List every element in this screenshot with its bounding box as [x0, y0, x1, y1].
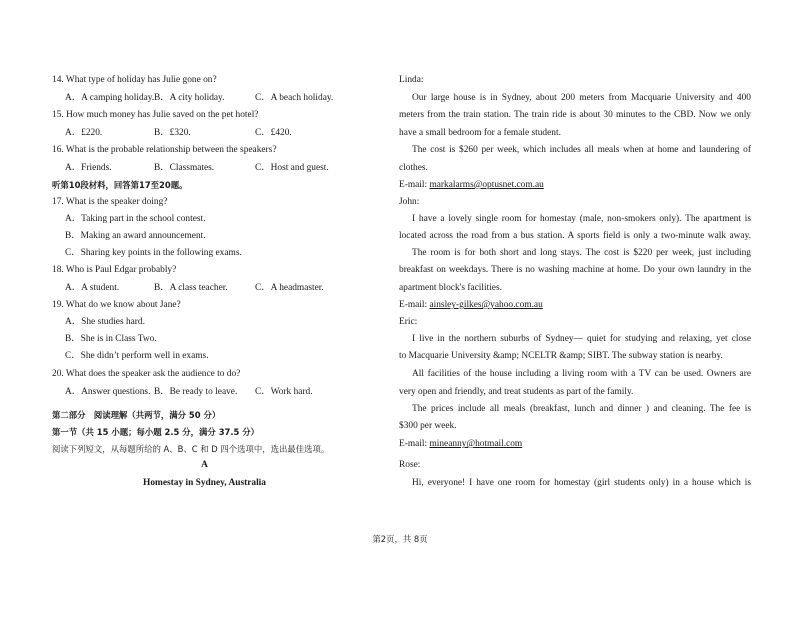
- option-a: A．£220.: [65, 128, 103, 138]
- question-14: 14. What type of holiday has Julie gone on?: [52, 75, 217, 85]
- question-17: 17. What is the speaker doing?: [52, 197, 168, 207]
- question-15-options: [52, 128, 292, 139]
- option-c: C．Work hard.: [255, 387, 313, 397]
- question-14-options: [52, 93, 333, 104]
- eric-paragraph-3-line-1: The prices include all meals (breakfast, lunch and dinner ) and cleaning. The fee is: [412, 404, 751, 414]
- rose-label: Rose:: [399, 460, 421, 470]
- option-b: B．A class teacher.: [154, 283, 228, 293]
- option-c: C．A beach holiday.: [255, 93, 334, 103]
- john-paragraph-1-line-1: I have a lovely single room for homestay (male, non-smokers only). The apartment is: [412, 214, 751, 224]
- eric-email: [399, 439, 522, 450]
- eric-paragraph-1-line-2: to Macquarie University &amp; NCELTR &amp; SIBT. The subway station is nearby.: [399, 351, 723, 361]
- eric-paragraph-1-line-1: I live in the northern suburbs of Sydney— quiet for studying and relaxing, yet close: [412, 334, 751, 344]
- eric-paragraph-3-line-2: $300 per week.: [399, 421, 457, 431]
- question-17-option-b: B．Making an award announcement.: [65, 231, 206, 241]
- john-paragraph-2-line-3: apartment block's facilities.: [399, 283, 502, 293]
- linda-paragraph-1-line-3: have a small bedroom for a female student.: [399, 128, 561, 138]
- question-18: 18. Who is Paul Edgar probably?: [52, 265, 177, 275]
- option-a: A．A camping holiday.: [65, 93, 155, 103]
- option-c: C．£420.: [255, 128, 292, 138]
- eric-label: Eric:: [399, 317, 418, 327]
- email-label: E-mail:: [399, 439, 430, 449]
- passage-title: Homestay in Sydney, Australia: [143, 478, 266, 488]
- email-label: E-mail:: [399, 300, 430, 310]
- linda-paragraph-1-line-2: meters from the train station. The train ride is about 30 minutes to the CBD. Now we only: [399, 110, 751, 120]
- john-paragraph-2-line-1: The room is for both short and long stays. The cost is $220 per week, just including: [412, 248, 751, 258]
- question-19-option-c: C．She didn’t perform well in exams.: [65, 351, 209, 361]
- john-paragraph-2-line-2: breakfast on weekdays. There is no washing machine at home. Do your own laundry in the: [399, 265, 751, 275]
- option-b: B．£320.: [154, 128, 191, 138]
- question-20: 20. What does the speaker ask the audience to do?: [52, 369, 241, 379]
- john-paragraph-1-line-2: located across the road from a bus station. A sports field is only a two-minute walk away.: [399, 231, 751, 241]
- question-20-options: [52, 387, 313, 398]
- option-a: A．Answer questions.: [65, 387, 151, 397]
- linda-label: Linda:: [399, 75, 424, 85]
- linda-paragraph-1-line-1: Our large house is in Sydney, about 200 meters from Macquarie University and 400: [412, 93, 751, 103]
- page-footer: 第2页，共 8页: [372, 534, 428, 544]
- question-19-option-a: A．She studies hard.: [65, 317, 145, 327]
- linda-paragraph-2-line-2: clothes.: [399, 163, 428, 173]
- question-15: 15. How much money has Julie saved on the pet hotel?: [52, 110, 259, 120]
- section-1-heading: 第一节（共 15 小题；每小题 2.5 分，满分 37.5 分）: [52, 427, 260, 437]
- option-a: A．A student.: [65, 283, 120, 293]
- question-18-options: [52, 283, 324, 294]
- john-label: John:: [399, 197, 420, 207]
- option-c: C．Host and guest.: [255, 163, 329, 173]
- question-19: 19. What do we know about Jane?: [52, 300, 181, 310]
- question-17-option-a: A．Taking part in the school contest.: [65, 214, 206, 224]
- john-email-link[interactable]: ainsley-gilkes@yahoo.com.au: [429, 300, 543, 310]
- option-c: C．A headmaster.: [255, 283, 324, 293]
- section-10-heading: 听第10段材料，回答第17至20题。: [52, 180, 188, 190]
- john-email: [399, 300, 543, 311]
- eric-email-link[interactable]: mineanny@hotmail.com: [429, 439, 523, 449]
- question-16: 16. What is the probable relationship between the speakers?: [52, 145, 277, 155]
- part-2-heading: 第二部分 阅读理解（共两节，满分 50 分）: [52, 410, 221, 420]
- question-19-option-b: B．She is in Class Two.: [65, 334, 157, 344]
- reading-instruction: 阅读下列短文，从每题所给的 A、B、C 和 D 四个选项中，选出最佳选项。: [52, 444, 330, 454]
- question-17-option-c: C．Sharing key points in the following exams.: [65, 248, 242, 258]
- linda-email: [399, 180, 544, 191]
- question-16-options: [52, 163, 329, 174]
- eric-paragraph-2-line-1: All facilities of the house including a living room with a TV can be used. Owners are: [412, 369, 751, 379]
- eric-paragraph-2-line-2: very open and friendly, and treat students as part of the family.: [399, 387, 634, 397]
- rose-paragraph-1-line-1: Hi, everyone! I have one room for homestay (girl students only) in a house which is: [412, 478, 751, 488]
- option-b: B．Be ready to leave.: [154, 387, 238, 397]
- option-b: B．A city holiday.: [154, 93, 225, 103]
- option-a: A．Friends.: [65, 163, 112, 173]
- linda-email-link[interactable]: markalarms@optusnet.com.au: [429, 180, 544, 190]
- option-b: B．Classmates.: [154, 163, 215, 173]
- email-label: E-mail:: [399, 180, 430, 190]
- linda-paragraph-2-line-1: The cost is $260 per week, which includes all meals when at home and laundering of: [412, 145, 751, 155]
- passage-letter: A: [201, 460, 208, 470]
